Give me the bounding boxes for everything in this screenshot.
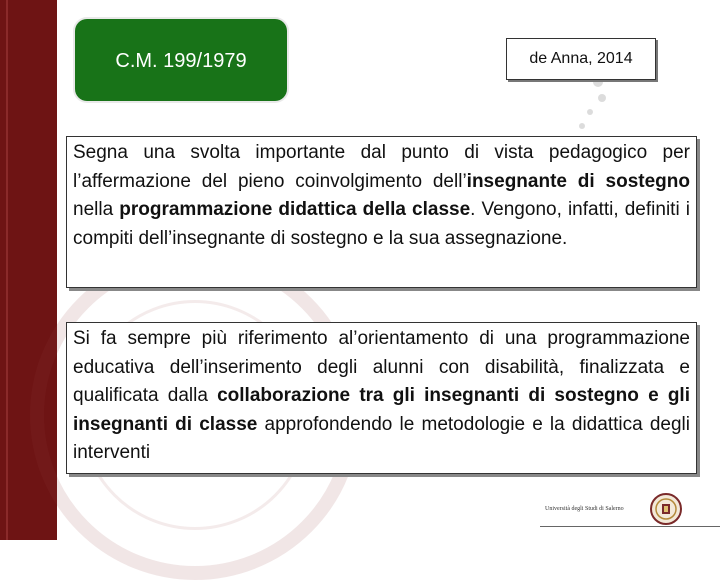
- box1-bold-segment: programmazione didattica della classe: [119, 199, 471, 220]
- slide-title: C.M. 199/1979: [115, 49, 247, 72]
- content-box-1: [66, 136, 697, 288]
- footer-university-name: Università degli Studi di Salerno: [545, 506, 624, 512]
- footer-divider: [540, 526, 720, 527]
- slide-title-box: [75, 19, 287, 101]
- box1-segment: nella: [73, 199, 120, 220]
- box1-segment: . Vengono, infatti, definiti i compiti dell’insegnante di sostegno e la sua assegnazione.: [73, 199, 690, 249]
- box1-segment: Segna una svolta importante dal punto di vista pedagogico per l’affermazione del pieno coinvolgimento dell’: [73, 142, 690, 192]
- content-box-2: [66, 322, 697, 474]
- box2-segment: approfondendo le metodologie e la didattica degli interventi: [73, 413, 690, 463]
- reference-text: de Anna, 2014: [529, 50, 633, 67]
- university-logo-icon: [650, 493, 682, 525]
- band-stripe: [6, 0, 8, 540]
- reference-box: [506, 38, 656, 80]
- box2-segment: Si fa sempre più riferimento al’orientamento di una programmazione educativa dell’inserimento degli alunni con disabilità, finalizzata e qualificata dalla: [73, 328, 690, 406]
- box2-bold-segment: collaborazione tra gli insegnanti di sostegno e gli insegnanti di classe: [73, 385, 690, 435]
- box1-bold-segment: insegnante di sostegno: [466, 170, 690, 192]
